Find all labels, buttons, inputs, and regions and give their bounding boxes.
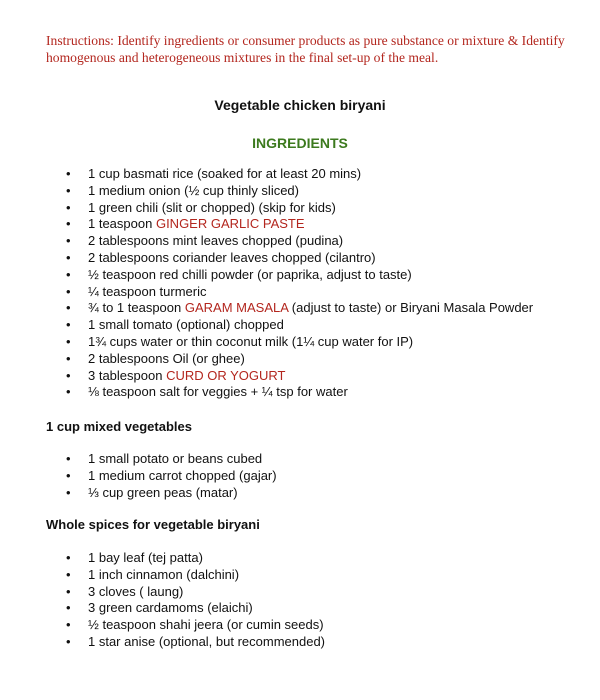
bullet-icon: •	[66, 566, 71, 582]
bullet-icon: •	[66, 484, 71, 500]
bullet-icon: •	[66, 633, 71, 649]
ingredient-item	[0, 183, 590, 200]
mixed-vegetables-list	[0, 451, 590, 501]
ingredients-list	[0, 166, 590, 401]
whole-spice-item	[0, 634, 590, 651]
highlighted-ingredient: GARAM MASALA	[184, 300, 289, 316]
bullet-icon: •	[66, 233, 71, 249]
ingredient-text: 2 tablespoons mint leaves chopped (pudina)	[88, 233, 344, 249]
bullet-icon: •	[66, 317, 71, 333]
ingredient-text: ¼ teaspoon turmeric	[88, 283, 207, 299]
ingredient-text: ½ teaspoon red chilli powder (or paprika, adjust to taste)	[88, 266, 412, 282]
ingredient-text: 3 tablespoon	[88, 367, 167, 383]
bullet-icon: •	[66, 182, 71, 198]
ingredient-item	[0, 250, 590, 267]
ingredient-text: 1 green chili (slit or chopped) (skip for kids)	[88, 199, 336, 215]
highlighted-ingredient: GINGER GARLIC PASTE	[155, 216, 305, 232]
highlighted-ingredient: CURD OR YOGURT	[166, 367, 286, 383]
ingredient-text: 1 medium onion (½ cup thinly sliced)	[88, 182, 299, 198]
bullet-icon: •	[66, 249, 71, 265]
ingredient-item	[0, 284, 590, 301]
whole-spices-list	[0, 550, 590, 651]
bullet-icon: •	[66, 550, 71, 565]
whole-spice-item-text: 1 inch cinnamon (dalchini)	[88, 566, 240, 582]
ingredient-item	[0, 334, 590, 351]
bullet-icon: •	[66, 350, 71, 366]
ingredient-item	[0, 216, 590, 233]
ingredient-text: ¾ to 1 teaspoon	[88, 300, 185, 316]
mixed-vegetable-item-text: 1 medium carrot chopped (gajar)	[88, 467, 277, 483]
bullet-icon: •	[66, 300, 71, 316]
whole-spice-item	[0, 600, 590, 617]
ingredient-item	[0, 166, 590, 183]
mixed-vegetable-item-text: 1 small potato or beans cubed	[88, 451, 263, 466]
bullet-icon: •	[66, 266, 71, 282]
ingredient-item	[0, 233, 590, 250]
mixed-vegetables-heading: 1 cup mixed vegetables	[46, 419, 192, 434]
ingredient-text: 2 tablespoons Oil (or ghee)	[88, 350, 245, 366]
bullet-icon: •	[66, 166, 71, 181]
bullet-icon: •	[66, 583, 71, 599]
bullet-icon: •	[66, 199, 71, 215]
whole-spice-item-text: 1 bay leaf (tej patta)	[88, 550, 203, 565]
whole-spice-item-text: 3 green cardamoms (elaichi)	[88, 600, 253, 616]
ingredient-item	[0, 384, 590, 401]
bullet-icon: •	[66, 216, 71, 232]
mixed-vegetable-item	[0, 451, 590, 468]
instructions-text: Instructions: Identify ingredients or consumer products as pure substance or mixture & Identify homogenous and heterogeneous mixtures in the final set-up of the meal.	[46, 33, 565, 65]
ingredient-item	[0, 267, 590, 284]
bullet-icon: •	[66, 384, 71, 400]
ingredient-item	[0, 368, 590, 385]
bullet-icon: •	[66, 600, 71, 616]
ingredients-heading: INGREDIENTS	[252, 135, 348, 151]
whole-spices-heading: Whole spices for vegetable biryani	[46, 517, 260, 532]
ingredient-text: 1 small tomato (optional) chopped	[88, 317, 284, 333]
bullet-icon: •	[66, 467, 71, 483]
mixed-vegetable-item	[0, 485, 590, 502]
bullet-icon: •	[66, 451, 71, 466]
ingredient-text: 2 tablespoons coriander leaves chopped (cilantro)	[88, 249, 376, 265]
bullet-icon: •	[66, 367, 71, 383]
recipe-title: Vegetable chicken biryani	[214, 97, 386, 113]
mixed-vegetable-item-text: ⅓ cup green peas (matar)	[88, 484, 238, 500]
ingredient-text-continued: (adjust to taste) or Biryani Masala Powder	[288, 300, 534, 316]
ingredient-text: ⅛ teaspoon salt for veggies + ¼ tsp for water	[88, 384, 348, 400]
bullet-icon: •	[66, 283, 71, 299]
ingredient-text: 1¾ cups water or thin coconut milk (1¼ cup water for IP)	[88, 333, 414, 349]
bullet-icon: •	[66, 617, 71, 633]
whole-spice-item	[0, 567, 590, 584]
whole-spice-item-text: ½ teaspoon shahi jeera (or cumin seeds)	[88, 617, 324, 633]
ingredient-item	[0, 200, 590, 217]
whole-spice-item	[0, 617, 590, 634]
ingredient-text: 1 cup basmati rice (soaked for at least 20 mins)	[88, 166, 362, 181]
ingredient-text: 1 teaspoon	[88, 216, 156, 232]
whole-spice-item	[0, 550, 590, 567]
mixed-vegetable-item	[0, 468, 590, 485]
whole-spice-item	[0, 584, 590, 601]
ingredient-item	[0, 317, 590, 334]
ingredient-item	[0, 300, 590, 317]
bullet-icon: •	[66, 333, 71, 349]
whole-spice-item-text: 1 star anise (optional, but recommended)	[88, 633, 326, 649]
ingredient-item	[0, 351, 590, 368]
whole-spice-item-text: 3 cloves ( laung)	[88, 583, 184, 599]
